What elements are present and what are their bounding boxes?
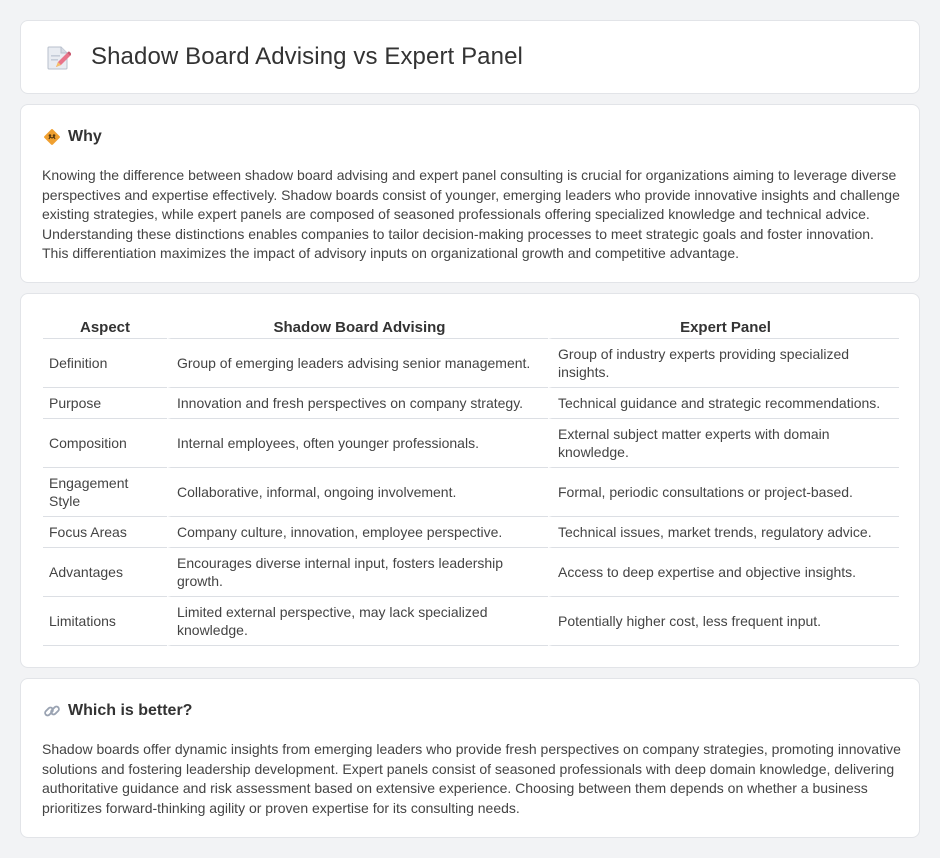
row-aspect: Definition (43, 339, 167, 388)
row-shadow-board: Group of emerging leaders advising senior management. (167, 339, 548, 388)
table-row (43, 339, 899, 388)
table-row (43, 419, 899, 468)
row-aspect: Advantages (43, 548, 167, 597)
header-aspect: Aspect (43, 317, 167, 339)
comparison-section (20, 293, 920, 668)
comparison-table (43, 317, 899, 646)
row-expert-panel: Technical issues, market trends, regulatory advice. (548, 517, 899, 548)
row-shadow-board: Limited external perspective, may lack specialized knowledge. (167, 597, 548, 646)
row-expert-panel: Potentially higher cost, less frequent input. (548, 597, 899, 646)
row-aspect: Limitations (43, 597, 167, 646)
why-title: Why (68, 128, 102, 145)
why-heading (43, 128, 102, 146)
row-aspect: Purpose (43, 388, 167, 419)
diamond-sign-icon (43, 128, 61, 146)
table-row (43, 548, 899, 597)
table-row (43, 468, 899, 517)
page-title: Shadow Board Advising vs Expert Panel (91, 43, 523, 70)
row-shadow-board: Encourages diverse internal input, fosters leadership growth. (167, 548, 548, 597)
row-expert-panel: Access to deep expertise and objective insights. (548, 548, 899, 597)
row-aspect: Engagement Style (43, 468, 167, 517)
row-expert-panel: External subject matter experts with domain knowledge. (548, 419, 899, 468)
which-is-better-section (20, 678, 920, 838)
row-shadow-board: Company culture, innovation, employee perspective. (167, 517, 548, 548)
row-expert-panel: Formal, periodic consultations or project-based. (548, 468, 899, 517)
row-aspect: Focus Areas (43, 517, 167, 548)
better-paragraph: Shadow boards offer dynamic insights from emerging leaders who provide fresh perspectives on company strategies, promoting innovative solutions and fostering leadership development. Expert panels consist of seasoned professionals with deep domain knowledge, delivering authoritative guidance and risk assessment based on extensive experience. Choosing between them depends on whether a business prioritizes forward-thinking agility or proven expertise for its consulting needs. (42, 741, 901, 816)
table-header-row (43, 317, 899, 339)
row-shadow-board: Collaborative, informal, ongoing involvement. (167, 468, 548, 517)
header-expert-panel: Expert Panel (548, 317, 899, 339)
header-shadow-board: Shadow Board Advising (167, 317, 548, 339)
table-row (43, 517, 899, 548)
row-shadow-board: Innovation and fresh perspectives on company strategy. (167, 388, 548, 419)
row-shadow-board: Internal employees, often younger professionals. (167, 419, 548, 468)
title-card (20, 20, 920, 94)
table-row (43, 388, 899, 419)
why-paragraph: Knowing the difference between shadow board advising and expert panel consulting is crucial for organizations aiming to leverage diverse perspectives and expertise effectively. Shadow boards consist of younger, emerging leaders who provide innovative insights and challenge existing strategies, while expert panels are composed of seasoned professionals offering specialized knowledge and technical advice. Understanding these distinctions enables companies to tailor decision-making processes to meet strategic goals and foster innovation. This differentiation maximizes the impact of advisory inputs on organizational growth and competitive advantage. (42, 167, 900, 262)
row-expert-panel: Technical guidance and strategic recommendations. (548, 388, 899, 419)
better-heading (43, 702, 192, 720)
better-title: Which is better? (68, 702, 193, 719)
link-icon (43, 702, 61, 720)
document-pencil-icon (47, 43, 71, 71)
table-row (43, 597, 899, 646)
why-section (20, 104, 920, 283)
title-row (47, 43, 523, 71)
row-aspect: Composition (43, 419, 167, 468)
row-expert-panel: Group of industry experts providing specialized insights. (548, 339, 899, 388)
